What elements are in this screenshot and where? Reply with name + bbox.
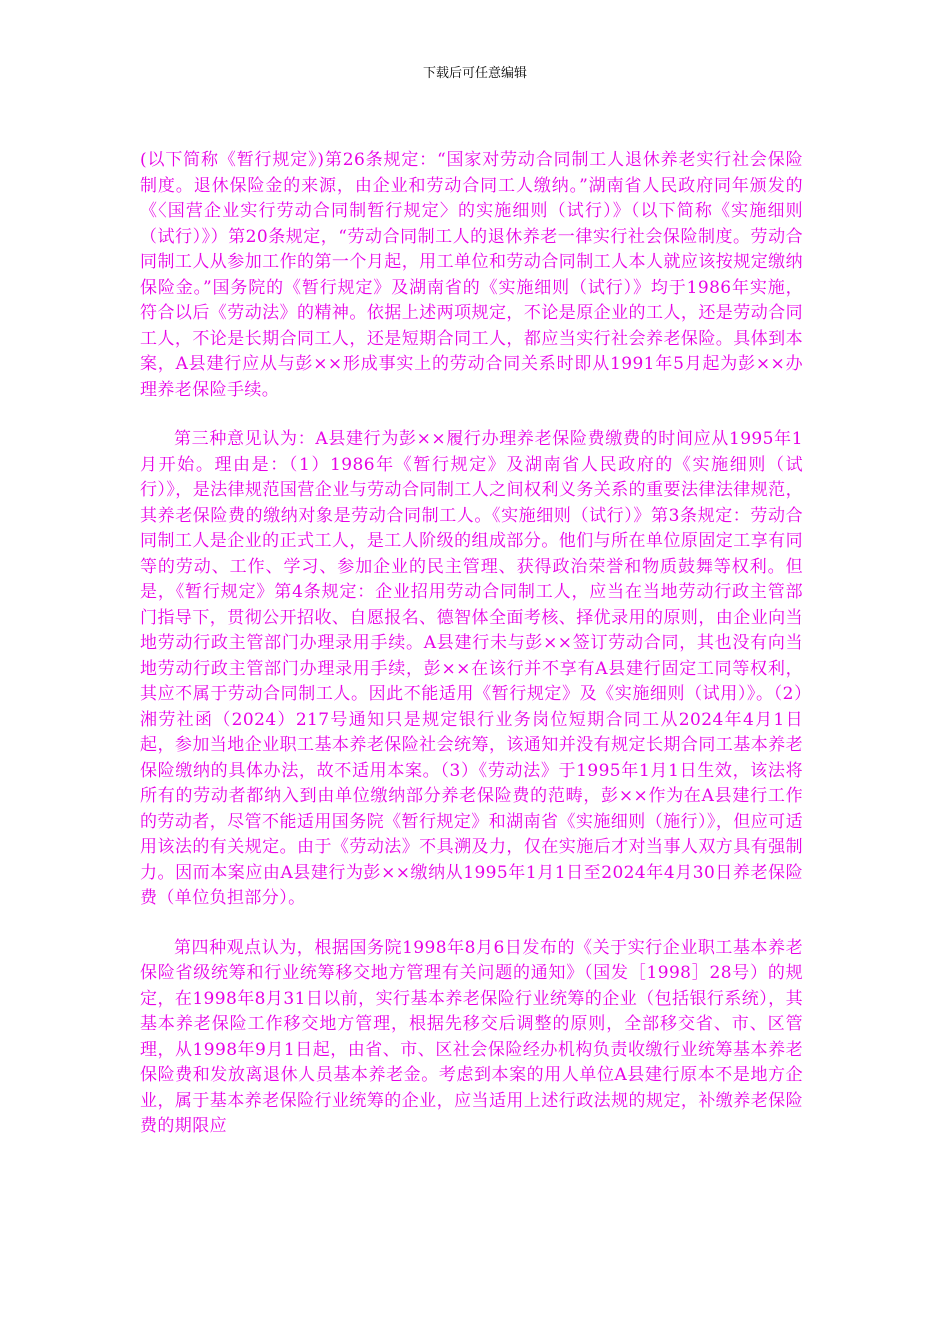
- page-header: 下载后可任意编辑: [422, 66, 527, 81]
- paragraph-continuation: (以下简称《暂行规定》)第26条规定：“国家对劳动合同制工人退休养老实行社会保险制度。退休保险金的来源，由企业和劳动合同工人缴纳。”湖南省人民政府同年颁发的《〈国营企业实行劳动合同制暂行规定〉的实施细则（试行）》（以下简称《实施细则（试行）》）第20条规定，“劳动合同制工人的退休养老一律实行社会保险制度。劳动合同制工人从参加工作的第一个月起，用工单位和劳动合同制工人本人就应该按规定缴纳保险金。”国务院的《暂行规定》及湖南省的《实施细则（试行）》均于1986年实施，符合以后《劳动法》的精神。依据上述两项规定，不论是原企业的工人，还是劳动合同工人，不论是长期合同工人，还是短期合同工人，都应当实行社会养老保险。具体到本案，A县建行应从与彭××形成事实上的劳动合同关系时即从1991年5月起为彭××办理养老保险手续。: [140, 150, 803, 400]
- document-body: [140, 148, 803, 1164]
- paragraph-fourth-opinion: 第四种观点认为，根据国务院1998年8月6日发布的《关于实行企业职工基本养老保险省级统筹和行业统筹移交地方管理有关问题的通知》（国发［1998］28号）的规定，在1998年8月31日以前，实行基本养老保险行业统筹的企业（包括银行系统），其基本养老保险工作移交地方管理，根据先移交后调整的原则，全部移交省、市、区管理，从1998年9月1日起，由省、市、区社会保险经办机构负责收缴行业统筹基本养老保险费和发放离退休人员基本养老金。考虑到本案的用人单位A县建行原本不是地方企业，属于基本养老保险行业统筹的企业，应当适用上述行政法规的规定，补缴养老保险费的期限应: [140, 937, 803, 1136]
- paragraph-third-opinion: 第三种意见认为：A县建行为彭××履行办理养老保险费缴费的时间应从1995年1月开始。理由是：（1）1986年《暂行规定》及湖南省人民政府的《实施细则（试行）》，是法律规范国营企业与劳动合同制工人之间权利义务关系的重要法律法律规范，其养老保险费的缴纳对象是劳动合同制工人。《实施细则（试行）》第3条规定：劳动合同制工人是企业的正式工人，是工人阶级的组成部分。他们与所在单位原固定工享有同等的劳动、工作、学习、参加企业的民主管理、获得政治荣誉和物质鼓舞等权利。但是，《暂行规定》第4条规定：企业招用劳动合同制工人，应当在当地劳动行政主管部门指导下，贯彻公开招收、自愿报名、德智体全面考核、择优录用的原则，由企业向当地劳动行政主管部门办理录用手续。A县建行未与彭××签订劳动合同，其也没有向当地劳动行政主管部门办理录用手续，彭××在该行并不享有A县建行固定工同等权利，其应不属于劳动合同制工人。因此不能适用《暂行规定》及《实施细则（试用）》。（2）湘劳社函（2024）217号通知只是规定银行业务岗位短期合同工从2024年4月1日起，参加当地企业职工基本养老保险社会统筹，该通知并没有规定长期合同工基本养老保险缴纳的具体办法，故不适用本案。（3）《劳动法》于1995年1月1日生效，该法将所有的劳动者都纳入到由单位缴纳部分养老保险费的范畴，彭××作为在A县建行工作的劳动者，尽管不能适用国务院《暂行规定》和湖南省《实施细则（施行）》，但应可适用该法的有关规定。由于《劳动法》不具溯及力，仅在实施后才对当事人双方具有强制力。因而本案应由A县建行为彭××缴纳从1995年1月1日至2024年4月30日养老保险费（单位负担部分）。: [140, 429, 803, 908]
